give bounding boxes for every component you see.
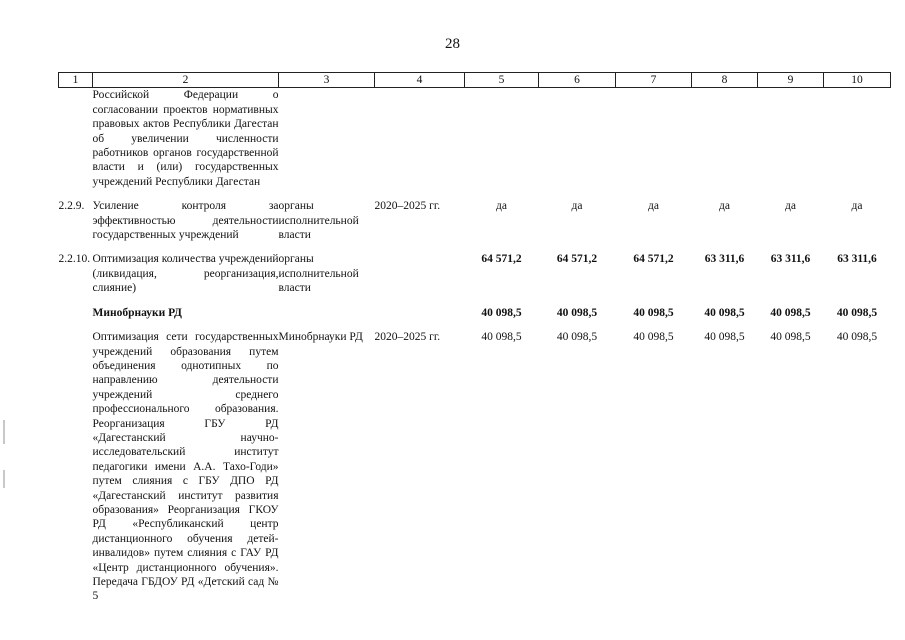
value-cell: 63 311,6 [770, 253, 811, 266]
measure-name: Оптимизация количества учреждений (ликвидация, реорганизация, слияние) [92, 253, 279, 295]
value-cell: 64 571,2 [481, 253, 522, 266]
value-cell [616, 88, 692, 189]
table-row [59, 320, 891, 604]
table-row [59, 88, 891, 189]
value-cell [692, 88, 758, 189]
column-number-row [59, 73, 891, 88]
responsible: Минобрнауки РД [278, 331, 363, 344]
value-cell: 40 098,5 [556, 306, 598, 319]
row-number [59, 296, 93, 320]
value-cell: да [785, 200, 796, 213]
measure-name: Минобрнауки РД [92, 306, 182, 319]
responsible: органы исполнительной власти [278, 200, 359, 242]
period [375, 296, 465, 320]
period [375, 242, 465, 295]
value-cell: 40 098,5 [481, 306, 522, 319]
row-number: 2.2.9. [58, 200, 85, 213]
table-row [59, 189, 891, 242]
value-cell: 40 098,5 [770, 306, 811, 319]
value-cell: да [851, 200, 863, 213]
row-number: 2.2.10. [58, 253, 91, 266]
measures-table [58, 72, 891, 604]
period: 2020–2025 гг. [374, 331, 441, 344]
column-header: 8 [692, 73, 758, 88]
value-cell: 40 098,5 [633, 331, 674, 344]
value-cell: да [496, 200, 507, 213]
column-header: 10 [824, 73, 891, 88]
value-cell: 63 311,6 [704, 253, 745, 266]
column-header: 5 [465, 73, 539, 88]
measure-name: Усиление контроля за эффективностью деятельности государственных учреждений [92, 200, 279, 242]
measure-name: Оптимизация сети государственных учреждений образования путем объединения однотипных по направлению деятельности учреждений среднего профессионального образования. Реорганизация ГБУ РД «Дагестанский научно-исследовательский институт педагогики имени А.А. Тахо-Годи» путем слияния с ГБУ ДПО РД «Дагестанский институт развития образования» Реорганизация ГКОУ РД «Республиканский центр дистанционного обучения детей-инвалидов» путем слияния с ГАУ РД «Центр дистанционного обучения». Передача ГБДОУ РД «Детский сад № 5 [92, 331, 279, 603]
value-cell: 64 571,2 [556, 253, 598, 266]
value-cell [465, 88, 539, 189]
responsible: органы исполнительной власти [278, 253, 359, 295]
value-cell: да [571, 200, 583, 213]
value-cell: 63 311,6 [837, 253, 877, 266]
row-number [59, 88, 93, 189]
value-cell: 40 098,5 [704, 306, 745, 319]
value-cell: 40 098,5 [770, 331, 811, 344]
page-number: 28 [445, 36, 460, 52]
table-row [59, 242, 891, 295]
column-header: 2 [93, 73, 279, 88]
value-cell: да [719, 200, 730, 213]
value-cell: 40 098,5 [836, 306, 878, 319]
column-header: 6 [539, 73, 616, 88]
value-cell: 40 098,5 [556, 331, 598, 344]
column-header: 3 [279, 73, 375, 88]
table-row [59, 296, 891, 320]
value-cell [539, 88, 616, 189]
responsible [279, 296, 375, 320]
value-cell: 40 098,5 [836, 331, 878, 344]
column-header: 4 [375, 73, 465, 88]
column-header: 7 [616, 73, 692, 88]
value-cell: 40 098,5 [481, 331, 522, 344]
measure-name: Российской Федерации о согласовании проектов нормативных правовых актов Республики Дагестан об увеличении численности работников органов государственной власти и (или) государственных учреждений Республики Дагестан [92, 89, 279, 188]
scan-edge-mark [3, 470, 5, 488]
period: 2020–2025 гг. [374, 200, 441, 213]
responsible [279, 88, 375, 189]
column-header: 1 [59, 73, 93, 88]
column-header: 9 [758, 73, 824, 88]
value-cell: 64 571,2 [633, 253, 674, 266]
value-cell: 40 098,5 [633, 306, 674, 319]
value-cell: да [648, 200, 659, 213]
scan-edge-mark [3, 420, 5, 444]
row-number [59, 320, 93, 604]
value-cell [758, 88, 824, 189]
period [375, 88, 465, 189]
value-cell [824, 88, 891, 189]
value-cell: 40 098,5 [704, 331, 745, 344]
